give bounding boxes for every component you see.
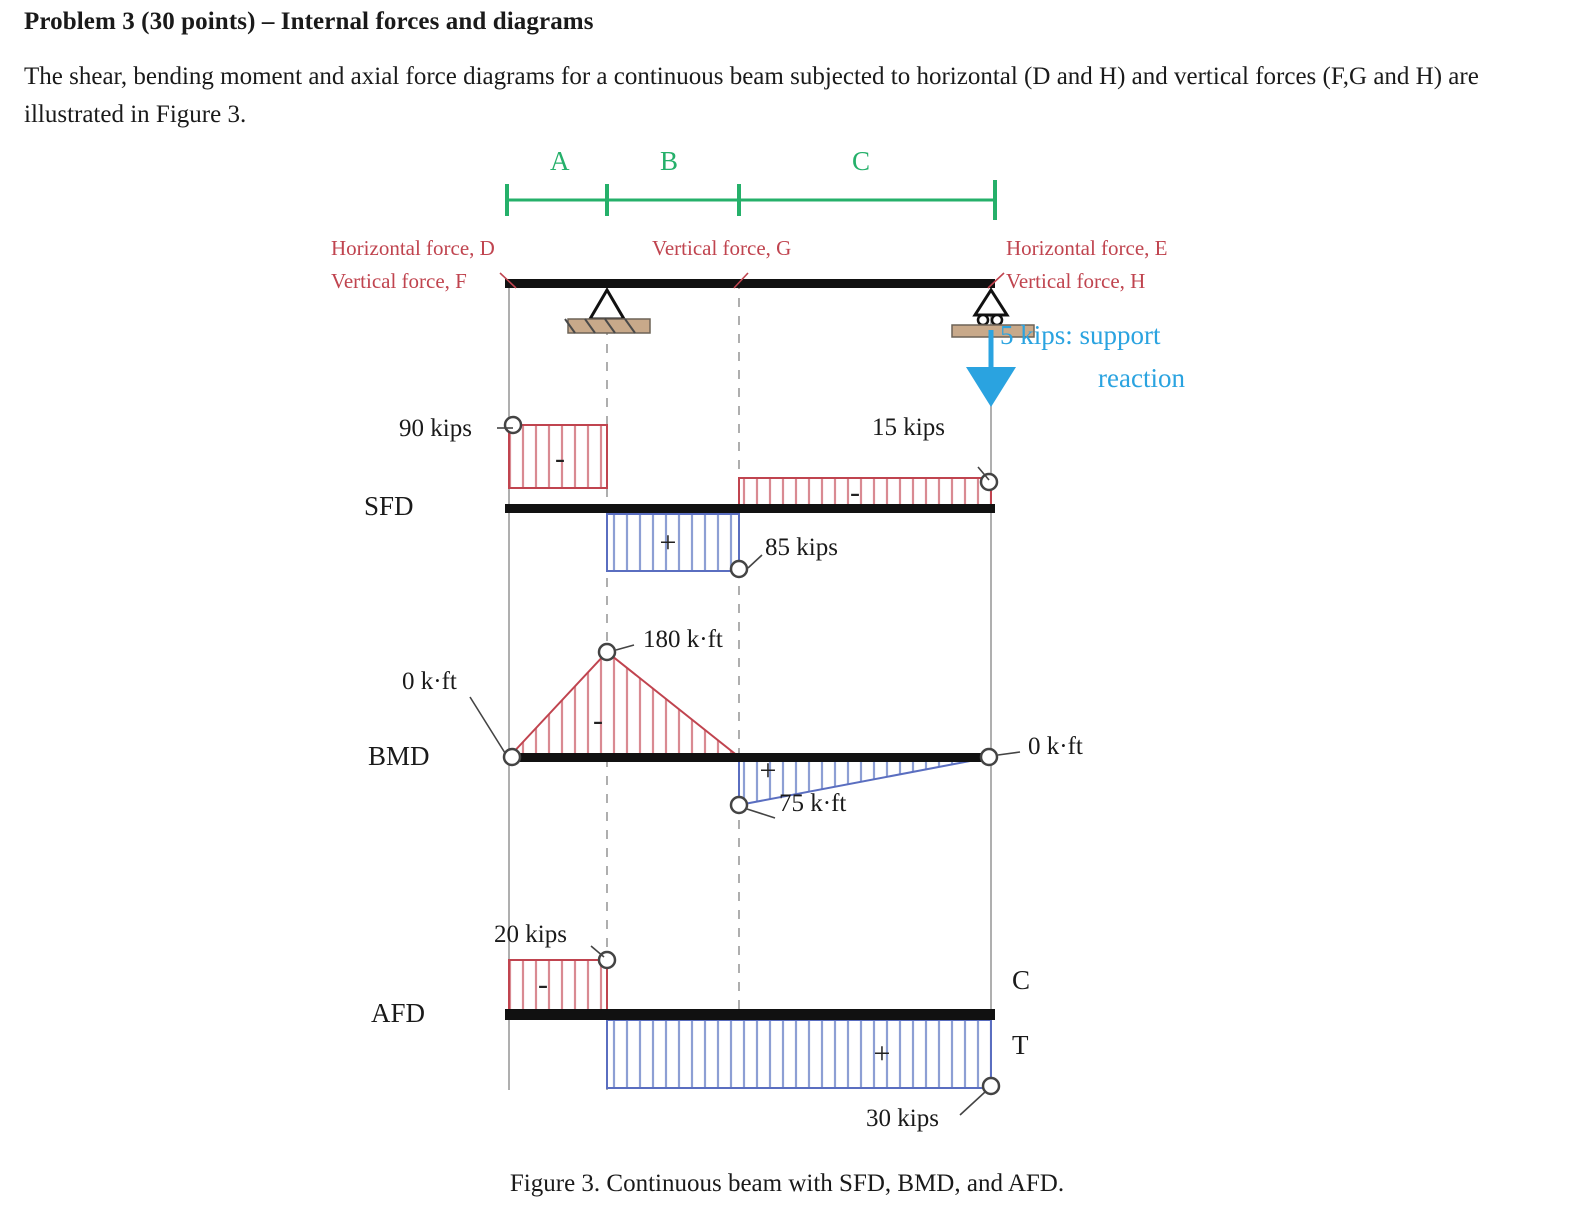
svg-text:-: - — [555, 442, 565, 475]
svg-text:-: - — [593, 704, 603, 737]
value-label-bmd-peak: 180 k·ft — [643, 626, 723, 653]
span-label-b: B — [660, 146, 679, 176]
load-label-vertical-f: Vertical force, F — [331, 269, 467, 293]
figure-3 — [0, 140, 1574, 1160]
value-label-bmd-left: 0 k·ft — [402, 668, 457, 695]
value-label-sfd-mid: 85 kips — [765, 534, 838, 561]
reaction-label-line2: reaction — [1098, 363, 1185, 393]
figure-caption: Figure 3. Continuous beam with SFD, BMD, and AFD. — [509, 1170, 1065, 1197]
svg-text:+: + — [659, 526, 677, 559]
value-label-bmd-min: 75 k·ft — [779, 790, 847, 817]
page-title: Problem 3 (30 points) – Internal forces and diagrams — [24, 8, 594, 35]
load-label-vertical-g: Vertical force, G — [652, 236, 792, 260]
load-label-horizontal-e: Horizontal force, E — [1006, 236, 1168, 260]
svg-text:+: + — [873, 1037, 891, 1070]
diagram-label-bmd: BMD — [368, 741, 430, 771]
diagram-label-afd: AFD — [371, 998, 426, 1028]
span-ruler — [507, 180, 997, 220]
bending-moment-diagram — [470, 644, 1020, 818]
value-label-afd-top: 20 kips — [494, 921, 567, 948]
beam-diagram-svg — [0, 140, 1574, 1160]
diagram-label-sfd: SFD — [364, 491, 414, 521]
problem-statement: The shear, bending moment and axial force diagrams for a continuous beam subjected to horizontal (D and H) and vertical forces (F,G and H) are illustrated in Figure 3. — [24, 63, 1479, 128]
span-label-a: A — [550, 146, 570, 176]
value-label-bmd-right: 0 k·ft — [1028, 733, 1083, 760]
value-label-afd-bottom: 30 kips — [866, 1105, 939, 1132]
value-label-sfd-left: 90 kips — [399, 415, 472, 442]
load-label-vertical-h: Vertical force, H — [1006, 269, 1146, 293]
axial-force-diagram — [505, 946, 999, 1115]
load-label-horizontal-d: Horizontal force, D — [331, 236, 495, 260]
value-label-compression: C — [1012, 965, 1031, 995]
reaction-label-line1: 5 kips: support — [1000, 320, 1161, 350]
span-label-c: C — [852, 146, 871, 176]
svg-text:+: + — [759, 754, 777, 787]
value-label-tension: T — [1012, 1030, 1029, 1060]
svg-text:-: - — [850, 476, 860, 509]
beam — [500, 273, 1034, 337]
value-label-sfd-right: 15 kips — [872, 414, 945, 441]
svg-text:-: - — [538, 968, 548, 1001]
